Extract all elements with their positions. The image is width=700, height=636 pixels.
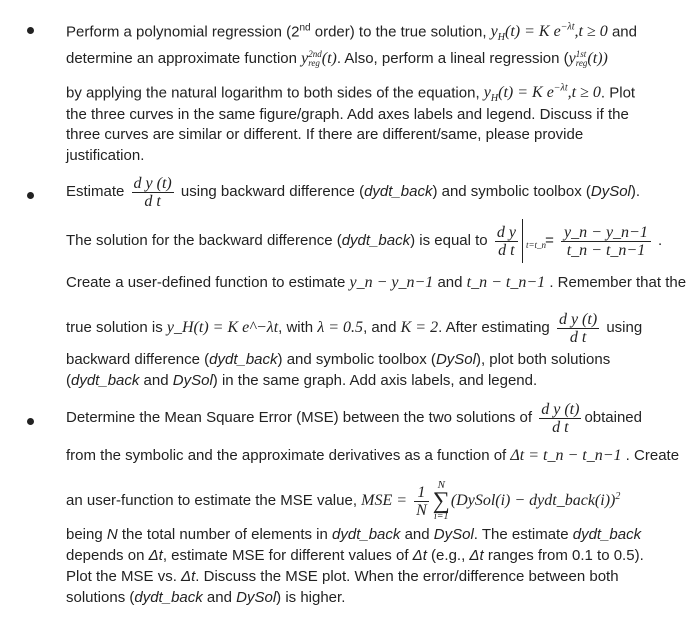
text-line: the three curves in the same figure/graph. Add axes labels and legend. Discuss if the bbox=[66, 106, 629, 123]
text-line: determine an approximate function y 2nd reg (t). Also, perform a lineal regression (y 1st reg (t)) bbox=[66, 49, 608, 69]
text-line: Perform a polynomial regression (2nd order) to the true solution, $y_H(t) = K$ $e^{-\lambda t},t \ge 0$ and bbox=[66, 22, 637, 44]
text-line: backward difference (dydt_back) and symbolic toolbox (DySol), plot both solutions bbox=[66, 351, 611, 368]
text-line: Create a user-defined function to estimate y_n − y_n−1 and t_n − t_n−1 . Remember that the bbox=[66, 274, 687, 291]
text-line: three curves are similar or different. If there are different/same, please provide bbox=[66, 126, 584, 143]
text-line: true solution is y_H(t) = K e^−λt, with λ = 0.5, and K = 2. After estimating $\frac{\text{d y (t)}}{\text{d t}}$ using bbox=[66, 310, 643, 346]
derivative-fraction: $\frac{\text{d y (t)}}{\text{d t}}$ bbox=[541, 400, 580, 436]
summation-symbol: N ∑ i=1 bbox=[432, 479, 450, 523]
text-line: justification. bbox=[66, 147, 145, 164]
text-line: Plot the MSE vs. Δt. Discuss the MSE plot. When the error/difference between both bbox=[66, 568, 619, 585]
evaluation-bar: t=t_n bbox=[522, 219, 541, 263]
text-line: Estimate $\frac{\text{d y (t)}}{\text{d t}}$ using backward difference (dydt_back) and symbolic toolbox (DySol). bbox=[66, 174, 641, 210]
text-line: solutions (dydt_back and DySol) is higher. bbox=[66, 589, 346, 606]
text-line: from the symbolic and the approximate derivatives as a function of Δt = t_n − t_n−1 . Create bbox=[66, 447, 680, 464]
text-line: (dydt_back and DySol) in the same graph. Add axis labels, and legend. bbox=[66, 372, 538, 389]
text-line: depends on Δt, estimate MSE for different values of Δt (e.g., Δt ranges from 0.1 to 0.5). bbox=[66, 547, 644, 564]
difference-fraction: $\frac{y\_n - y\_n-1}{t\_n - t\_n-1}$ bbox=[561, 224, 651, 259]
derivative-fraction: $\frac{\text{d y (t)}}{\text{d t}}$ bbox=[133, 174, 172, 210]
text-line: The solution for the backward difference (dydt_back) is equal to $\frac{\text{d y}}{\text{d t}}$ t=t_n = $\frac{y\_n - y\_n-1}{t\_n - t\_n-1}$ . bbox=[66, 219, 662, 263]
derivative-fraction: $\frac{\text{d y (t)}}{\text{d t}}$ bbox=[558, 310, 598, 346]
text-line: an user-function to estimate the MSE value, MSE = $\frac{1}{N}$ N ∑ i=1 (DySol(i) − dydt_back(i))$^2$ bbox=[66, 479, 621, 523]
mse-fraction: $\frac{1}{N}$ bbox=[416, 483, 427, 519]
bullet-marker bbox=[27, 27, 34, 34]
bullet-marker bbox=[27, 192, 34, 199]
text-line: Determine the Mean Square Error (MSE) between the two solutions of $\frac{\text{d y (t)}}{\text{d t}}$ obtained bbox=[66, 400, 642, 436]
text-line: being N the total number of elements in dydt_back and DySol. The estimate dydt_back bbox=[66, 526, 642, 543]
derivative-fraction: $\frac{\text{d y}}{\text{d t}}$ bbox=[496, 223, 516, 259]
bullet-marker bbox=[27, 418, 34, 425]
text-line: by applying the natural logarithm to both sides of the equation, $y_H(t) = K$ $e^{-\lambda t},t \ge 0$. Plot bbox=[66, 83, 636, 105]
